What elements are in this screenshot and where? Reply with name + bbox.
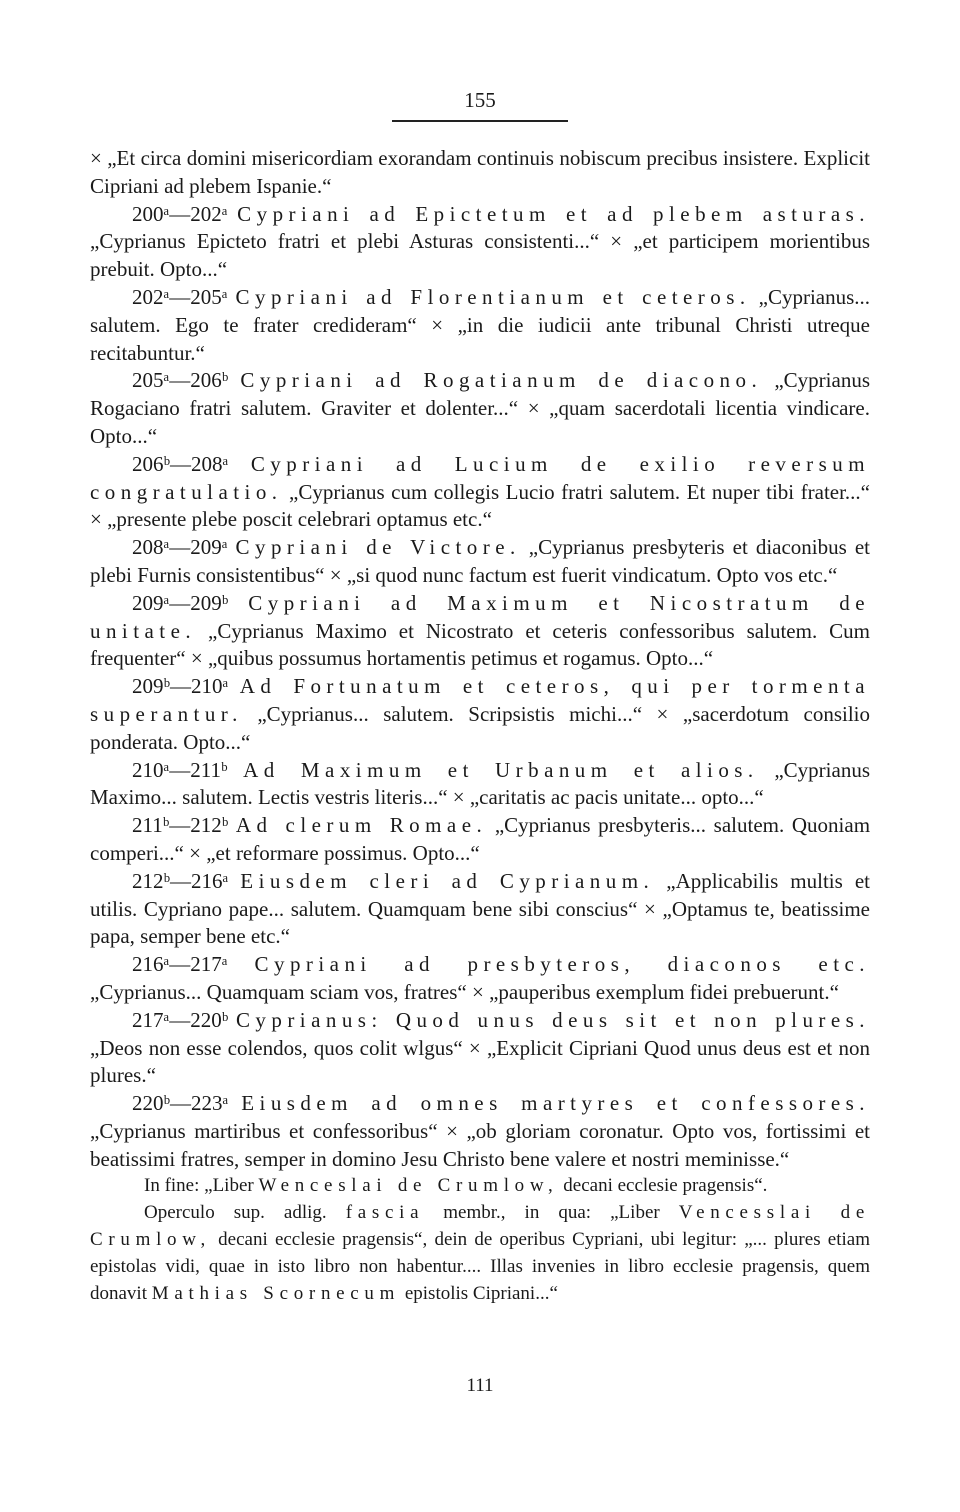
- entry: [90, 1007, 870, 1090]
- entry-ref: 220ᵇ—223ᵃ: [132, 1091, 229, 1116]
- entry-text: „Cyprianus... salutem. Scripsistis michi...“ × „sacerdotum consilio ponderata. Opto...“: [90, 701, 871, 754]
- entry: [90, 757, 870, 813]
- entry-title: Eiusdem ad omnes martyres et confessores.: [241, 1091, 870, 1116]
- note-text: decani ecclesie pragensis“.: [563, 1175, 768, 1197]
- entry-title: Ad Maximum et Urbanum et alios.: [243, 757, 759, 782]
- document-body: [90, 145, 870, 1307]
- entry-title: Cypriani ad Epictetum et ad plebem asturas.: [237, 201, 871, 226]
- entry: [90, 451, 870, 534]
- signature-mark: 111: [466, 1375, 494, 1396]
- entry-ref: 211ᵇ—212ᵇ: [132, 813, 229, 838]
- entry: [90, 1090, 870, 1173]
- entry-ref: 209ᵃ—209ᵇ: [132, 590, 229, 615]
- entry: [90, 590, 870, 673]
- header-rule: [392, 120, 568, 122]
- note-in-fine: [90, 1173, 870, 1200]
- entry-title: Cypriani de Victore.: [235, 535, 521, 560]
- entry-ref: 212ᵇ—216ᵃ: [132, 868, 229, 893]
- page-number: 155: [464, 88, 496, 112]
- entry-ref: 206ᵇ—208ᵃ: [132, 451, 229, 476]
- note-name: Wenceslai de Crumlow,: [258, 1175, 559, 1197]
- entry: [90, 284, 870, 367]
- entry: [90, 201, 870, 284]
- entry-text: „Cyprianus presbyteris... salutem. Quoniam comperi...“ × „et reformare possimus. Opto...“: [90, 813, 871, 865]
- entry-title: Cypriani ad Lucium de exilio reversum congratulatio.: [90, 451, 871, 504]
- entry-text: „Cyprianus cum collegis Lucio fratri salutem. Et nuper tibi frater...“ × „presente plebe poscit celebrari optamus etc.“: [90, 479, 871, 532]
- entry-text: „Cyprianus Epicteto fratri et plebi Asturas consistenti...“ × „et participem morientibus prebuit. Opto...“: [90, 229, 870, 282]
- entry-text: „Cyprianus... salutem. Ego te frater credideram“ × „in die iudicii ante tribunal Christi utreque recitabuntur.“: [90, 284, 871, 365]
- note-name: Mathias Scornecum: [151, 1282, 401, 1304]
- entry: [90, 868, 870, 951]
- entry: [90, 534, 870, 590]
- entry-text: „Cyprianus Maximo et Nicostrato et ceteris confessoribus salutem. Cum frequenter“ × „quibus possumus hortamentis petimus et rogamus. Opto...“: [90, 618, 870, 671]
- entry-title: Cypriani ad presbyteros, diaconos etc.: [254, 952, 870, 977]
- entry-title: Eiusdem cleri ad Cyprianum.: [240, 868, 655, 893]
- entry-title: Ad Fortunatum et ceteros, qui per tormenta superantur.: [90, 674, 870, 726]
- entry-text: × „Et circa domini misericordiam exorandam continuis nobiscum precibus insistere. Explicit Cipriani ad plebem Ispanie.“: [90, 146, 870, 198]
- entry-ref: 202ᵃ—205ᵃ: [132, 284, 228, 309]
- entry-text: „Cyprianus Rogaciano fratri salutem. Graviter et dolenter...“ × „quam sacerdotali licentia vindicare. Opto...“: [90, 368, 870, 448]
- entry-text: „Cyprianus presbyteris et diaconibus et plebi Furnis consistentibus“ × „si quod nunc factum est fuerit vindicatum. Opto vos etc.“: [90, 535, 870, 587]
- entry-ref: 200ᵃ—202ᵃ: [132, 201, 228, 226]
- note-name: Vencesslai de Crumlow,: [90, 1202, 871, 1251]
- entry-ref: 216ᵃ—217ᵃ: [132, 952, 228, 977]
- entry-ref: 209ᵇ—210ᵃ: [132, 674, 229, 699]
- note-text: Operculo sup. adlig.: [144, 1202, 327, 1224]
- entry-continuation: [90, 145, 870, 201]
- entry: [90, 673, 870, 756]
- note-text: decani ecclesie pragensis“, dein de operibus Cypriani, ubi legitur: „... plures etiam epistolas vidi, quae in isto libro non habentur.... Illas invenies in libro ecclesie pragensis, quem donavit: [90, 1229, 871, 1304]
- entry: [90, 951, 870, 1007]
- entry-text: „Deos non esse colendos, quos colit wlgus“ × „Explicit Cipriani Quod unus deus est et non plures.“: [90, 1035, 870, 1088]
- note-operculo: [90, 1200, 870, 1307]
- note-term: fascia: [345, 1202, 425, 1224]
- entry-ref: 208ᵃ—209ᵃ: [132, 535, 228, 560]
- notes-section: [90, 1173, 870, 1307]
- entry-text: „Cyprianus martiribus et confessoribus“ × „ob gloriam coronatur. Opto vos, fortissimi et beatissimi fratres, semper in domino Jesu Christo bene valere et nostri meminisse.“: [90, 1118, 870, 1171]
- entry-ref: 210ᵃ—211ᵇ: [132, 757, 228, 782]
- entry-title: Cyprianus: Quod unus deus sit et non plures.: [235, 1007, 870, 1032]
- entry-ref: 217ᵃ—220ᵇ: [132, 1007, 229, 1032]
- entry-title: Cypriani ad Maximum et Nicostratum de unitate.: [90, 590, 870, 643]
- entry: [90, 367, 870, 450]
- entry-title: Cypriani ad Rogatianum de diacono.: [240, 368, 763, 393]
- entry-ref: 205ᵃ—206ᵇ: [132, 368, 229, 393]
- entry: [90, 812, 870, 868]
- note-text: membr., in qua: „Liber: [443, 1202, 660, 1224]
- entry-text: „Cyprianus... Quamquam sciam vos, fratres“ × „pauperibus exemplum fidei prebuerunt.“: [90, 979, 839, 1004]
- note-text: epistolis Cipriani...“: [404, 1282, 558, 1304]
- entry-text: „Cyprianus Maximo... salutem. Lectis vestris literis...“ × „caritatis ac pacis unitate... opto...“: [90, 757, 870, 810]
- note-text: In fine: „Liber: [144, 1175, 254, 1197]
- entry-text: „Applicabilis multis et utilis. Cypriano pape... salutem. Quamquam bene sibi conscius“ × „Optamus te, beatissime papa, semper bene etc.“: [90, 868, 870, 949]
- entry-title: Cypriani ad Florentianum et ceteros.: [235, 284, 751, 309]
- entry-title: Ad clerum Romae.: [235, 813, 488, 838]
